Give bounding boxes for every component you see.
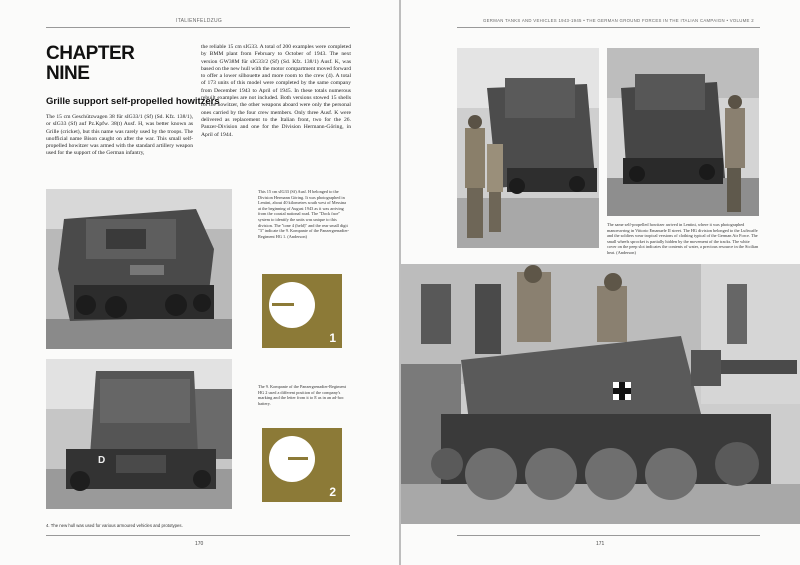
marking-bar-2	[288, 457, 308, 460]
photo-grille-front	[46, 189, 232, 349]
photo-2-marking: D	[98, 455, 106, 466]
page-number-left: 170	[195, 541, 204, 547]
left-page	[0, 0, 399, 565]
photo-grille-front-image	[46, 189, 232, 349]
right-page	[401, 0, 800, 565]
photo-crew-with-howitzer	[457, 48, 599, 248]
footer-rule-right	[457, 535, 760, 536]
body-column-1: The 15 cm Geschützwagen 38 für sIG33/1 (Sf) (Sd. Kfz. 138/1), or sIG33 (Sf) auf Pz.Kpfw. 38(t) Ausf. H, was better known as Grille (cricket), but this name was rarely used by the troops. The unofficial name Bison caught on after the war. This small self-propelled howitzer was armed with the standard artillery weapon used for the support of the German infantry,	[46, 114, 193, 157]
marking-number-2: 2	[329, 485, 336, 499]
footer-rule-left	[46, 535, 350, 536]
marking-bar-1	[272, 303, 294, 306]
caption-right: The same self-propelled howitzer arrived in Lentini, where it was photographed manoeuvring in Vittorio Emanuele II street. The HG division belonged to the Luftwaffe and the soldiers wear tropical versions of clothing typical of the German Air Force. The small wheels sprocket is partially hidden by the movement of the tracks. The white cover on the peep slot indicates the contents of water, a precious resource in the Sicilian heat. (Anderson)	[607, 222, 759, 255]
marking-number-1: 1	[329, 331, 336, 345]
header-rule-right	[457, 27, 760, 28]
chapter-title: CHAPTER NINE	[46, 43, 135, 84]
marking-badge-2	[262, 428, 342, 502]
caption-photo-1: This 15 cm sIG33 (Sf) Ausf. H belonged to the Division Hermann Göring. It was photographed in Lentini, about 40 kilometres south west of Messina at the beginning of August 1943 as it was arriving from the coastal national road. The "Dock face" system to identify the units was unique to this division. The "tone 4 (held)" and the rear small digit "3" indicate the 9. Kompanie of the Panzergrenadier-Regiment HG 1. (Anderson)	[258, 189, 350, 239]
footnote: 4. The new hull was used for various armoured vehicles and prototypes.	[46, 523, 183, 528]
photo-grille-side-image	[401, 264, 800, 524]
running-head-left: ITALIENFELDZUG	[176, 18, 223, 24]
photo-crew-with-howitzer-image	[457, 48, 599, 248]
running-head-right: GERMAN TANKS AND VEHICLES 1943-1945 • THE GERMAN GROUND FORCES IN THE ITALIAN CAMPAIGN • VOLUME 2	[483, 18, 754, 23]
photo-grille-rear	[46, 359, 232, 509]
section-heading: Grille support self-propelled howitzers	[46, 96, 220, 107]
photo-vehicle-street	[607, 48, 759, 216]
page-number-right: 171	[596, 541, 605, 547]
header-rule-left	[46, 27, 350, 28]
photo-grille-rear-image	[46, 359, 232, 509]
caption-photo-2: The 9. Kompanie of the Panzergrenadier-Regiment HG 2 used a different position of the company's marking and the letter from it to E as in an ad-hoc battery.	[258, 384, 346, 406]
photo-grille-side	[401, 264, 800, 524]
marking-badge-1	[262, 274, 342, 348]
photo-vehicle-street-image	[607, 48, 759, 216]
body-column-2: the reliable 15 cm sIG33. A total of 200 examples were completed by BMM plant from February to October of 1943. The next version GW38M für sIG33/2 (Sf) (Sd. Kfz. 138/1) Ausf. K, was based on the new hull with the motor compartment moved forward to offer a lower silhouette and more room to the crew (4). A total of 173 units of this model were completed by the same company from December 1943 to April of 1945. In these totals numerous rebuilt examples are not included. Both versions stowed 15 shells for the howitzer, the other weapons aboard were only the personal ones carried by the four crew members. Only three Ausf. K were delivered as replacement to the Italian front, two for the 26. Panzer-Division and one for the Division Hermann-Göring, in April of 1944.	[201, 44, 351, 138]
